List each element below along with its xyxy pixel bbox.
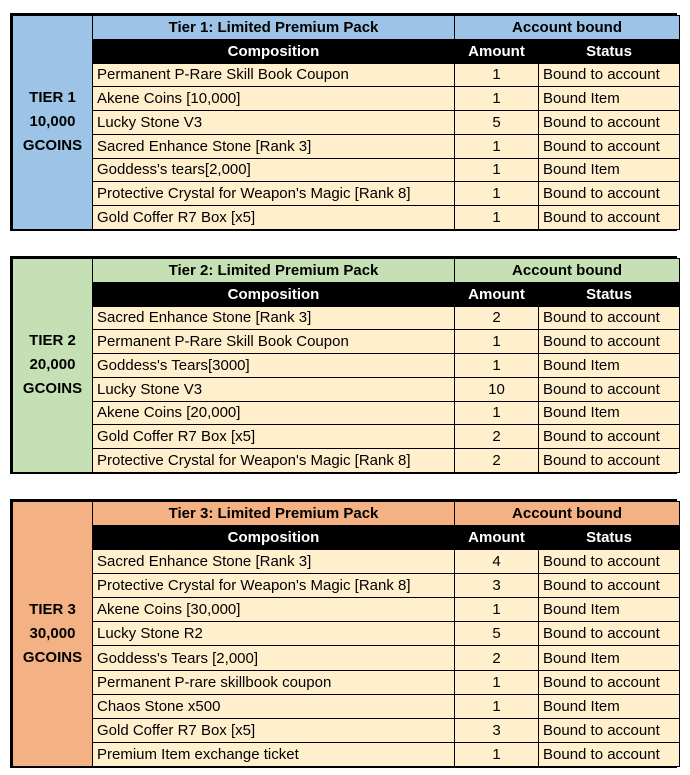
item-name-cell: Chaos Stone x500: [93, 694, 455, 718]
tier-2-table: [10, 256, 677, 474]
table-row: [13, 182, 680, 206]
table-row: [13, 206, 680, 230]
item-status-cell: Bound to account: [539, 718, 680, 742]
table-row: [13, 306, 680, 330]
composition-column-header: Composition: [93, 526, 455, 550]
item-status-cell: Bound to account: [539, 670, 680, 694]
item-status-cell: Bound to account: [539, 63, 680, 87]
item-status-cell: Bound to account: [539, 622, 680, 646]
item-status-cell: Bound to account: [539, 742, 680, 766]
item-status-cell: Bound to account: [539, 449, 680, 473]
item-name-cell: Permanent P-Rare Skill Book Coupon: [93, 330, 455, 354]
item-amount-cell: 1: [455, 330, 539, 354]
table-row: [13, 425, 680, 449]
tier-price-cell: [13, 502, 93, 767]
item-amount-cell: 2: [455, 306, 539, 330]
item-name-cell: Sacred Enhance Stone [Rank 3]: [93, 306, 455, 330]
tier-price-unit: GCOINS: [22, 380, 83, 398]
table-row: [13, 449, 680, 473]
tier-price-cell: [13, 259, 93, 473]
tier-price-cell: [13, 16, 93, 230]
item-status-cell: Bound Item: [539, 87, 680, 111]
item-name-cell: Akene Coins [30,000]: [93, 598, 455, 622]
account-bound-header: Account bound: [455, 259, 680, 283]
item-amount-cell: 2: [455, 646, 539, 670]
item-status-cell: Bound to account: [539, 550, 680, 574]
item-name-cell: Gold Coffer R7 Box [x5]: [93, 206, 455, 230]
item-amount-cell: 1: [455, 598, 539, 622]
account-bound-header: Account bound: [455, 502, 680, 526]
tier-label: TIER 2: [29, 332, 76, 350]
item-amount-cell: 3: [455, 574, 539, 598]
item-amount-cell: 10: [455, 377, 539, 401]
item-name-cell: Permanent P-Rare Skill Book Coupon: [93, 63, 455, 87]
table-row: [13, 598, 680, 622]
item-status-cell: Bound Item: [539, 598, 680, 622]
item-name-cell: Protective Crystal for Weapon's Magic [Rank 8]: [93, 182, 455, 206]
item-status-cell: Bound to account: [539, 206, 680, 230]
item-status-cell: Bound Item: [539, 694, 680, 718]
item-amount-cell: 1: [455, 670, 539, 694]
table-row: [13, 63, 680, 87]
table-row: [13, 330, 680, 354]
item-status-cell: Bound Item: [539, 646, 680, 670]
item-amount-cell: 1: [455, 158, 539, 182]
item-name-cell: Lucky Stone V3: [93, 377, 455, 401]
table-row: [13, 550, 680, 574]
item-amount-cell: 5: [455, 622, 539, 646]
item-name-cell: Protective Crystal for Weapon's Magic [Rank 8]: [93, 449, 455, 473]
table-row: [13, 574, 680, 598]
item-name-cell: Goddess's Tears [2,000]: [93, 646, 455, 670]
amount-column-header: Amount: [455, 282, 539, 306]
pack-title: Tier 3: Limited Premium Pack: [93, 502, 455, 526]
tier-price-unit: GCOINS: [22, 648, 83, 666]
composition-column-header: Composition: [93, 39, 455, 63]
item-amount-cell: 1: [455, 134, 539, 158]
item-name-cell: Goddess's Tears[3000]: [93, 354, 455, 378]
item-amount-cell: 3: [455, 718, 539, 742]
table-row: [13, 134, 680, 158]
pack-title: Tier 1: Limited Premium Pack: [93, 16, 455, 40]
table-row: [13, 158, 680, 182]
table-row: [13, 354, 680, 378]
item-status-cell: Bound to account: [539, 306, 680, 330]
item-status-cell: Bound to account: [539, 134, 680, 158]
item-status-cell: Bound Item: [539, 354, 680, 378]
status-column-header: Status: [539, 526, 680, 550]
item-status-cell: Bound Item: [539, 158, 680, 182]
item-status-cell: Bound Item: [539, 401, 680, 425]
table-row: [13, 111, 680, 135]
table-row: [13, 87, 680, 111]
tier-price-amount: 30,000: [29, 624, 76, 642]
item-name-cell: Goddess's tears[2,000]: [93, 158, 455, 182]
item-name-cell: Premium Item exchange ticket: [93, 742, 455, 766]
tier-price-amount: 20,000: [29, 356, 76, 374]
item-amount-cell: 2: [455, 425, 539, 449]
item-amount-cell: 1: [455, 87, 539, 111]
item-name-cell: Sacred Enhance Stone [Rank 3]: [93, 134, 455, 158]
item-amount-cell: 1: [455, 694, 539, 718]
status-column-header: Status: [539, 282, 680, 306]
composition-column-header: Composition: [93, 282, 455, 306]
table-row: [13, 694, 680, 718]
item-amount-cell: 4: [455, 550, 539, 574]
status-column-header: Status: [539, 39, 680, 63]
item-amount-cell: 1: [455, 742, 539, 766]
item-name-cell: Lucky Stone R2: [93, 622, 455, 646]
tier-3-table: [10, 499, 677, 768]
table-row: [13, 377, 680, 401]
item-status-cell: Bound to account: [539, 182, 680, 206]
item-name-cell: Gold Coffer R7 Box [x5]: [93, 425, 455, 449]
item-amount-cell: 2: [455, 449, 539, 473]
item-amount-cell: 1: [455, 354, 539, 378]
pack-title: Tier 2: Limited Premium Pack: [93, 259, 455, 283]
amount-column-header: Amount: [455, 39, 539, 63]
item-name-cell: Akene Coins [20,000]: [93, 401, 455, 425]
table-row: [13, 622, 680, 646]
table-row: [13, 401, 680, 425]
item-name-cell: Gold Coffer R7 Box [x5]: [93, 718, 455, 742]
item-name-cell: Permanent P-rare skillbook coupon: [93, 670, 455, 694]
item-status-cell: Bound to account: [539, 330, 680, 354]
tier-label: TIER 1: [29, 89, 76, 107]
item-amount-cell: 5: [455, 111, 539, 135]
item-amount-cell: 1: [455, 401, 539, 425]
table-row: [13, 646, 680, 670]
tier-label: TIER 3: [29, 600, 76, 618]
item-status-cell: Bound to account: [539, 111, 680, 135]
amount-column-header: Amount: [455, 526, 539, 550]
item-amount-cell: 1: [455, 182, 539, 206]
table-row: [13, 718, 680, 742]
item-status-cell: Bound to account: [539, 377, 680, 401]
item-name-cell: Protective Crystal for Weapon's Magic [Rank 8]: [93, 574, 455, 598]
item-status-cell: Bound to account: [539, 574, 680, 598]
item-amount-cell: 1: [455, 63, 539, 87]
item-amount-cell: 1: [455, 206, 539, 230]
table-row: [13, 742, 680, 766]
item-status-cell: Bound to account: [539, 425, 680, 449]
table-row: [13, 670, 680, 694]
item-name-cell: Lucky Stone V3: [93, 111, 455, 135]
account-bound-header: Account bound: [455, 16, 680, 40]
tier-1-table: [10, 13, 677, 231]
tier-price-amount: 10,000: [29, 113, 76, 131]
item-name-cell: Sacred Enhance Stone [Rank 3]: [93, 550, 455, 574]
tier-price-unit: GCOINS: [22, 137, 83, 155]
item-name-cell: Akene Coins [10,000]: [93, 87, 455, 111]
